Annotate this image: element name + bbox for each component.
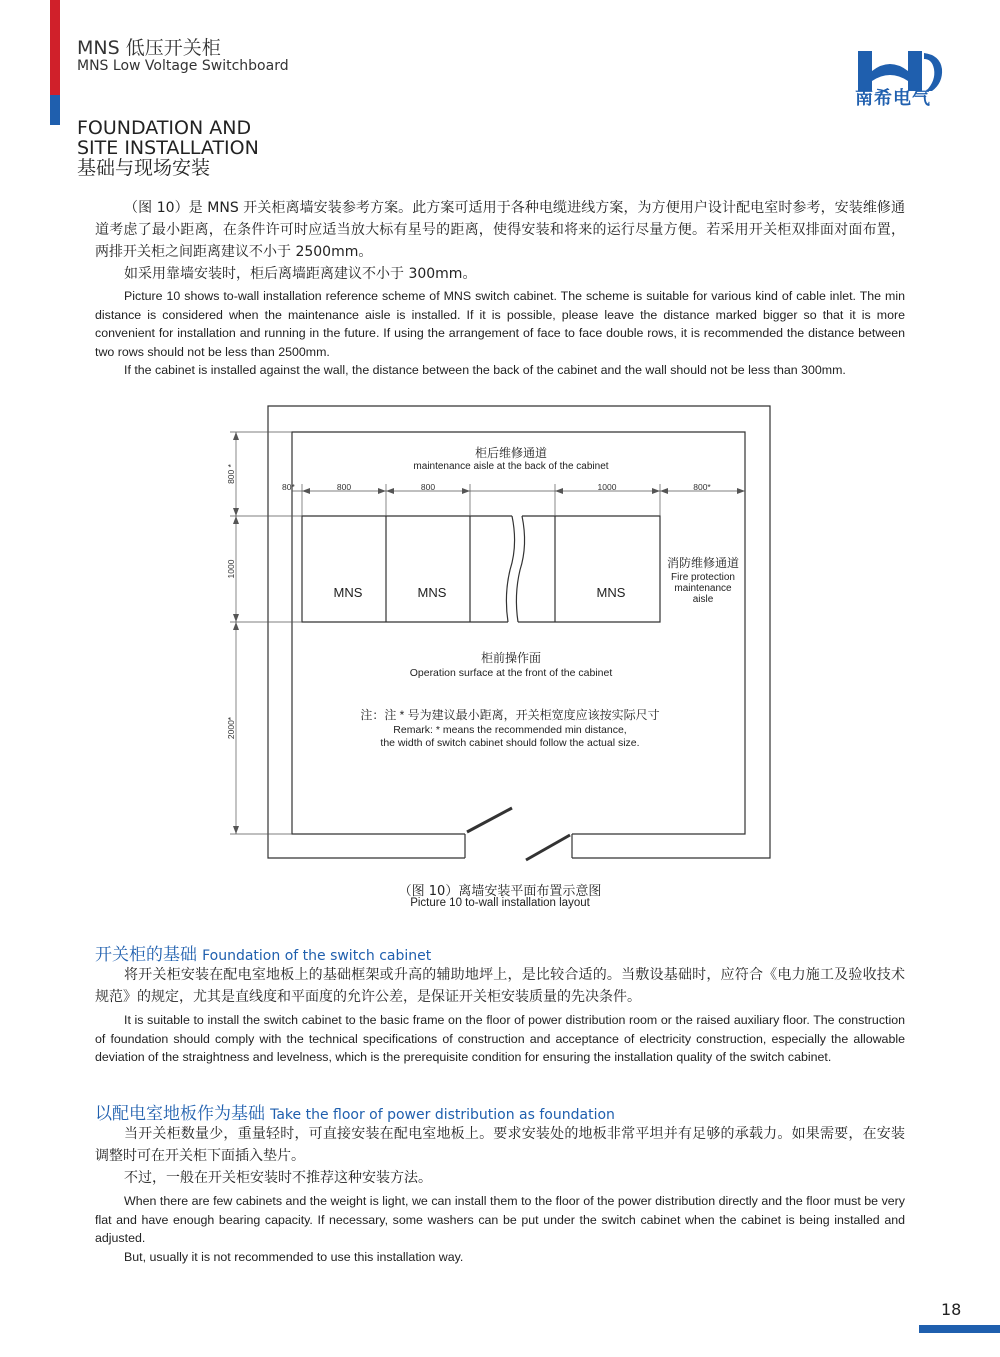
intro-paragraph-zh-1: （图 10）是 MNS 开关柜离墙安装参考方案。此方案可适用于各种电缆进线方案，为方便用户设计配电室时参考，安装维修通道考虑了最小距离，在条件许可时应适当放大标有星号的距离，使得安装和将来的运行尽量方便。若采用开关柜双排面对面布置，两排开关柜之间距离建议不小于 2500mm。 [95, 200, 905, 260]
header-subtitle: MNS Low Voltage Switchboard [77, 58, 289, 74]
figure-caption-zh: （图 10）离墙安装平面布置示意图 [398, 884, 602, 899]
front-surface-label-zh: 柜前操作面 [480, 651, 542, 665]
cabinet-label-3: MNS [596, 585, 626, 600]
fire-aisle-label-en-3: aisle [692, 594, 714, 605]
remark-en-2: the width of switch cabinet should follow the actual size. [380, 737, 640, 749]
foundation-heading-en: Foundation of the switch cabinet [202, 948, 432, 964]
floor-paragraph-zh-2: 不过，一般在开关柜安装时不推荐这种安装方法。 [124, 1170, 432, 1186]
dim-80: 80* [282, 482, 295, 492]
remark-en-1: Remark: * means the recommended min distance, [393, 724, 627, 736]
page-number-bar [919, 1325, 1000, 1333]
foundation-heading-zh: 开关柜的基础 [95, 945, 197, 965]
floor-paragraph-en-2: But, usually it is not recommended to use this installation way. [124, 1250, 464, 1264]
dim-v-2000: 2000* [226, 716, 236, 740]
figure-caption-en: Picture 10 to-wall installation layout [410, 897, 590, 909]
header-title: MNS 低压开关柜 [77, 37, 221, 59]
dim-v-1000: 1000 [226, 559, 236, 579]
section-title-line2: SITE INSTALLATION [77, 137, 259, 159]
section-title-zh: 基础与现场安装 [77, 157, 211, 179]
intro-paragraph-zh-2: 如采用靠墙安装时，柜后离墙距离建议不小于 300mm。 [124, 266, 477, 282]
foundation-paragraph-zh: 将开关柜安装在配电室地板上的基础框架或升高的辅助地坪上，是比较合适的。当敷设基础时，应符合《电力施工及验收技术规范》的规定，尤其是直线度和平面度的允许公差，是保证开关柜安装质量的先决条件。 [95, 967, 905, 1005]
fire-aisle-label-en-2: maintenance [674, 583, 732, 594]
dim-v-800: 800 * [226, 464, 236, 484]
dim-800-a: 800 [336, 482, 352, 492]
remark-zh: 注：注 * 号为建议最小距离，开关柜宽度应该按实际尺寸 [360, 708, 660, 722]
dim-800-b: 800 [420, 482, 436, 492]
intro-paragraph-en-1: Picture 10 shows to-wall installation reference scheme of MNS switch cabinet. The scheme is suitable for various kind of cable inlet. The min distance is considered when the maintenance aisle is installed. If it is possible, please leave the distance marked bigger so that it is more convenient for installation and running in the future. If using the arrangement of face to face double rows, it is recommended the distance between two rows should not be less than 2500mm. [95, 289, 905, 359]
front-surface-label-en: Operation surface at the front of the cabinet [409, 667, 613, 679]
floor-paragraph-zh-1: 当开关柜数量少，重量轻时，可直接安装在配电室地板上。要求安装处的地板非常平坦并有足够的承载力。如果需要，在安装调整时可在开关柜下面插入垫片。 [95, 1126, 905, 1164]
floor-heading-zh: 以配电室地板作为基础 [95, 1104, 265, 1124]
floor-paragraph-en-1: When there are few cabinets and the weight is light, we can install them to the floor of the power distribution directly and the floor must be very flat and have enough bearing capacity. If necessary, some washers can be put under the switch cabinet when the cabinet is being installed and adjusted. [95, 1194, 905, 1245]
intro-paragraph-en-2: If the cabinet is installed against the wall, the distance between the back of the cabinet and the wall should not be less than 300mm. [124, 363, 846, 377]
page-number: 18 [941, 1300, 962, 1319]
fire-aisle-label-zh: 消防维修通道 [666, 556, 740, 570]
foundation-heading [95, 940, 431, 965]
logo-text: 南希电气 [855, 88, 931, 109]
back-aisle-label-en: maintenance aisle at the back of the cabinet [413, 461, 609, 472]
cabinet-label-1: MNS [333, 585, 363, 600]
dim-1000: 1000 [597, 482, 617, 492]
floor-heading-en: Take the floor of power distribution as foundation [270, 1107, 615, 1123]
floor-heading [95, 1099, 615, 1124]
back-aisle-label-zh: 柜后维修通道 [474, 446, 548, 460]
cabinet-label-2: MNS [417, 585, 447, 600]
fire-aisle-label-en-1: Fire protection [671, 572, 735, 583]
section-title-line1: FOUNDATION AND [77, 117, 252, 139]
foundation-paragraph-en: It is suitable to install the switch cabinet to the basic frame on the floor of power distribution room or the raised auxiliary floor. The construction of foundation should comply with the technical specifications of construction and acceptance of electricity construction, especially the allowable deviation of the straightness and levelness, which is the prerequisite condition for ensuring the installation quality of the switch cabinet. [95, 1013, 905, 1064]
dim-800-c: 800* [693, 482, 711, 492]
